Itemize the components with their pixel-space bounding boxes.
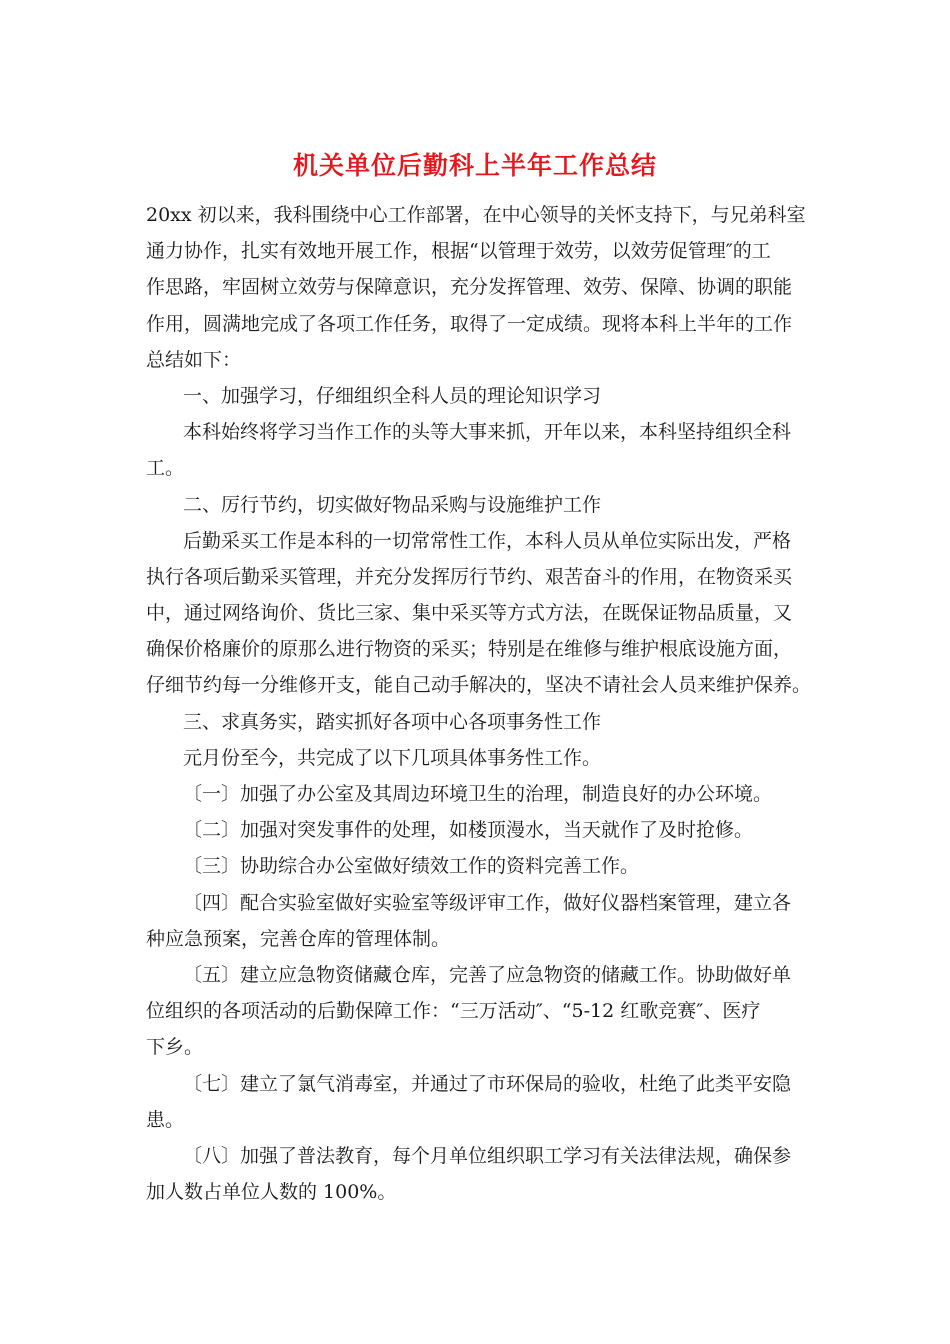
list-item: 〔五〕建立应急物资储藏仓库，完善了应急物资的储藏工作。协助做好单 <box>183 963 792 986</box>
section-heading-2: 二、厉行节约，切实做好物品采购与设施维护工作 <box>183 493 602 516</box>
text-line: 作思路，牢固树立效劳与保障意识，充分发挥管理、效劳、保障、协调的职能 <box>146 276 793 299</box>
text-line: 20xx 初以来，我科围绕中心工作部署，在中心领导的关怀支持下，与兄弟科室 <box>146 204 806 226</box>
list-item: 〔三〕协助综合办公室做好绩效工作的资料完善工作。 <box>183 855 640 878</box>
list-item: 〔七〕建立了氯气消毒室，并通过了市环保局的验收，杜绝了此类平安隐 <box>183 1072 792 1095</box>
text-line: 患。 <box>146 1108 185 1131</box>
text-line: 工。 <box>146 457 185 480</box>
text-line: 元月份至今，共完成了以下几项具体事务性工作。 <box>183 746 602 769</box>
text-line: 后勤采买工作是本科的一切常常性工作，本科人员从单位实际出发，严格 <box>183 529 792 552</box>
text-line: 本科始终将学习当作工作的头等大事来抓，开年以来，本科坚持组织全科 <box>183 421 792 444</box>
text-line: 作用，圆满地完成了各项工作任务，取得了一定成绩。现将本科上半年的工作 <box>146 312 793 335</box>
list-item: 〔四〕配合实验室做好实验室等级评审工作，做好仪器档案管理，建立各 <box>183 891 792 914</box>
text-line: 中，通过网络询价、货比三家、集中采买等方式方法，在既保证物品质量，又 <box>146 602 793 625</box>
section-heading-1: 一、加强学习，仔细组织全科人员的理论知识学习 <box>183 384 602 407</box>
section-heading-3: 三、求真务实，踏实抓好各项中心各项事务性工作 <box>183 710 602 733</box>
text-line: 通力协作，扎实有效地开展工作，根据“以管理于效劳，以效劳促管理″的工 <box>146 240 771 263</box>
list-item: 〔二〕加强对突发事件的处理，如楼顶漫水，当天就作了及时抢修。 <box>183 819 754 842</box>
text-line: 位组织的各项活动的后勤保障工作：“三万活动″、“5-12 红歌竞赛″、医疗 <box>146 1000 761 1023</box>
document-body <box>146 197 812 1210</box>
text-line: 加人数占单位人数的 100%。 <box>146 1181 397 1204</box>
list-item: 〔八〕加强了普法教育，每个月单位组织职工学习有关法律法规，确保参 <box>183 1144 792 1167</box>
text-line: 执行各项后勤采买管理，并充分发挥厉行节约、艰苦奋斗的作用，在物资采买 <box>146 565 793 588</box>
text-line: 种应急预案，完善仓库的管理体制。 <box>146 927 451 950</box>
document-title: 机关单位后勤科上半年工作总结 <box>292 151 657 180</box>
text-line: 确保价格廉价的原那么进行物资的采买；特别是在维修与维护根底设施方面， <box>146 638 793 661</box>
text-line: 仔细节约每一分维修开支，能自己动手解决的，坚决不请社会人员来维护保养。 <box>146 674 812 697</box>
list-item: 〔一〕加强了办公室及其周边环境卫生的治理，制造良好的办公环境。 <box>183 783 773 805</box>
text-line: 总结如下： <box>146 348 242 371</box>
text-line: 下乡。 <box>146 1036 204 1059</box>
